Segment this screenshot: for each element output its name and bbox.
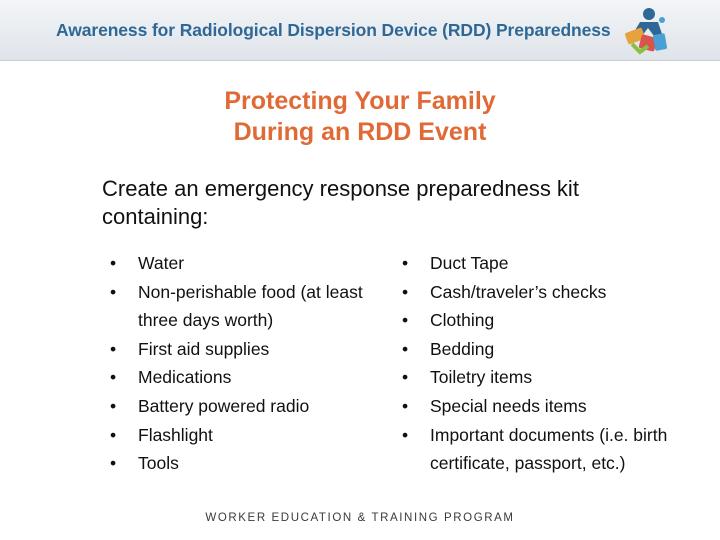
list-item-text: Water xyxy=(138,253,185,273)
list-item-text: Important documents (i.e. birth certificate, passport, etc.) xyxy=(430,424,668,474)
list-item-text: Flashlight xyxy=(138,424,213,445)
header-bar xyxy=(0,0,720,61)
list-item xyxy=(402,421,670,478)
footer-program-name: WORKER EDUCATION & TRAINING PROGRAM xyxy=(205,512,515,524)
list-item-text: Clothing xyxy=(430,310,495,331)
slide-title-line-2: During an RDD Event xyxy=(233,118,487,146)
list-item xyxy=(110,278,400,335)
list-item xyxy=(110,421,400,450)
bullet-icon: • xyxy=(402,281,409,302)
bullet-icon: • xyxy=(110,253,117,273)
bullet-icon: • xyxy=(402,338,409,359)
list-item-text: Medications xyxy=(138,367,232,388)
bullet-icon: • xyxy=(402,424,409,445)
bullet-icon: • xyxy=(402,253,409,273)
list-item xyxy=(110,335,400,364)
left-bullet-list xyxy=(110,249,400,478)
bullet-icon: • xyxy=(402,367,409,388)
list-item-text: Special needs items xyxy=(430,395,587,416)
bullet-icon: • xyxy=(402,310,409,331)
bullet-icon: • xyxy=(110,395,117,416)
list-item xyxy=(110,392,400,421)
bullet-icon: • xyxy=(110,281,117,302)
intro-text: Create an emergency response preparedness kit containing: xyxy=(102,176,579,229)
list-item-text: Tools xyxy=(138,453,179,474)
list-item xyxy=(110,363,400,392)
list-item-text: First aid supplies xyxy=(138,338,270,359)
bullet-icon: • xyxy=(110,367,117,388)
slide-title xyxy=(0,86,720,148)
bullet-icon: • xyxy=(110,424,117,445)
slide-title-line-1: Protecting Your Family xyxy=(224,87,496,115)
bullet-icon: • xyxy=(402,395,409,416)
worker-training-logo-icon xyxy=(618,4,672,58)
list-item-text: Cash/traveler’s checks xyxy=(430,281,607,302)
list-item xyxy=(402,363,670,392)
list-item xyxy=(110,249,400,278)
header-title: Awareness for Radiological Dispersion Device (RDD) Preparedness xyxy=(56,20,611,40)
list-item-text: Duct Tape xyxy=(430,253,509,273)
list-item xyxy=(402,392,670,421)
right-bullet-list xyxy=(402,249,670,478)
list-item xyxy=(402,306,670,335)
list-item xyxy=(402,249,670,278)
list-item-text: Bedding xyxy=(430,338,495,359)
list-item-text: Battery powered radio xyxy=(138,395,310,416)
list-item-text: Non-perishable food (at least three days worth) xyxy=(138,281,363,331)
list-item xyxy=(402,335,670,364)
bullet-icon: • xyxy=(110,453,117,474)
bullet-icon: • xyxy=(110,338,117,359)
list-item-text: Toiletry items xyxy=(430,367,533,388)
list-item xyxy=(402,278,670,307)
list-item xyxy=(110,449,400,478)
